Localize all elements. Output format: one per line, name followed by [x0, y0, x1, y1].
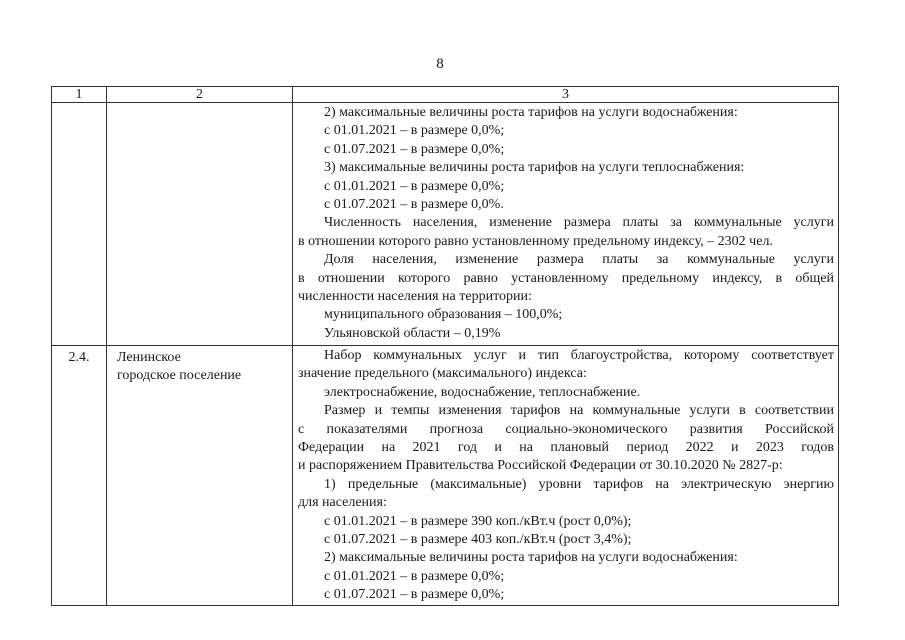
row-name-cell [107, 103, 293, 346]
column-header-3: 3 [293, 87, 839, 103]
row-text-cell [293, 103, 839, 346]
row-text-cell [293, 346, 839, 605]
text-line: с 01.01.2021 – в размере 0,0%; [324, 123, 505, 139]
text-line: с 01.01.2021 – в размере 390 коп./кВт.ч (рост 0,0%); [324, 513, 632, 529]
text-line: с показателями прогноза социально-экономического развития Российской [298, 421, 834, 437]
document-table [51, 86, 839, 606]
row-number-cell [52, 103, 107, 346]
text-line: в отношении которого равно установленному предельному индексу, – 2302 чел. [298, 233, 773, 249]
text-line: 2) максимальные величины роста тарифов на услуги водоснабжения: [324, 105, 738, 120]
text-line: численности населения на территории: [298, 288, 532, 304]
text-line: 3) максимальные величины роста тарифов на услуги теплоснабжения: [324, 160, 745, 176]
text-line: Федерации на 2021 год и на плановый период 2022 и 2023 годов [298, 440, 834, 456]
text-line: Размер и темпы изменения тарифов на коммунальные услуги в соответствии [324, 403, 834, 419]
text-line: электроснабжение, водоснабжение, теплоснабжение. [324, 384, 641, 400]
column-header-2: 2 [107, 87, 293, 103]
text-line: и распоряжением Правительства Российской Федерации от 30.10.2020 № 2827-р: [298, 458, 783, 474]
row-number-cell: 2.4. [52, 346, 107, 605]
text-line: с 01.01.2021 – в размере 0,0%; [324, 568, 505, 584]
table-row [52, 103, 839, 346]
settlement-name-line: городское поселение [117, 368, 242, 384]
text-line: для населения: [298, 495, 387, 511]
page-number: 8 [436, 56, 444, 72]
text-line: с 01.07.2021 – в размере 0,0%. [324, 196, 504, 212]
text-line: 2) максимальные величины роста тарифов на услуги водоснабжения: [324, 550, 738, 566]
table-header-row [52, 87, 839, 103]
text-line: Доля населения, изменение размера платы за коммунальные услуги [324, 252, 834, 268]
table-row [52, 346, 839, 605]
settlement-name-line: Ленинское [117, 350, 181, 366]
text-line: с 01.01.2021 – в размере 0,0%; [324, 178, 505, 194]
text-line: 1) предельные (максимальные) уровни тарифов на электрическую энергию [324, 476, 834, 492]
text-line: с 01.07.2021 – в размере 0,0%; [324, 141, 505, 157]
text-line: с 01.07.2021 – в размере 403 коп./кВт.ч (рост 3,4%); [324, 531, 632, 547]
text-line: значение предельного (максимального) индекса: [298, 366, 587, 382]
row-name-cell [107, 346, 293, 605]
text-line: Численность населения, изменение размера платы за коммунальные услуги [324, 215, 834, 231]
text-line: муниципального образования – 100,0%; [324, 307, 563, 323]
text-line: с 01.07.2021 – в размере 0,0%; [324, 587, 505, 603]
text-line: в отношении которого равно установленному предельному индексу, в общей [298, 270, 834, 286]
column-header-1: 1 [52, 87, 107, 103]
text-line: Набор коммунальных услуг и тип благоустройства, которому соответствует [324, 348, 834, 364]
text-line: Ульяновской области – 0,19% [324, 325, 501, 341]
